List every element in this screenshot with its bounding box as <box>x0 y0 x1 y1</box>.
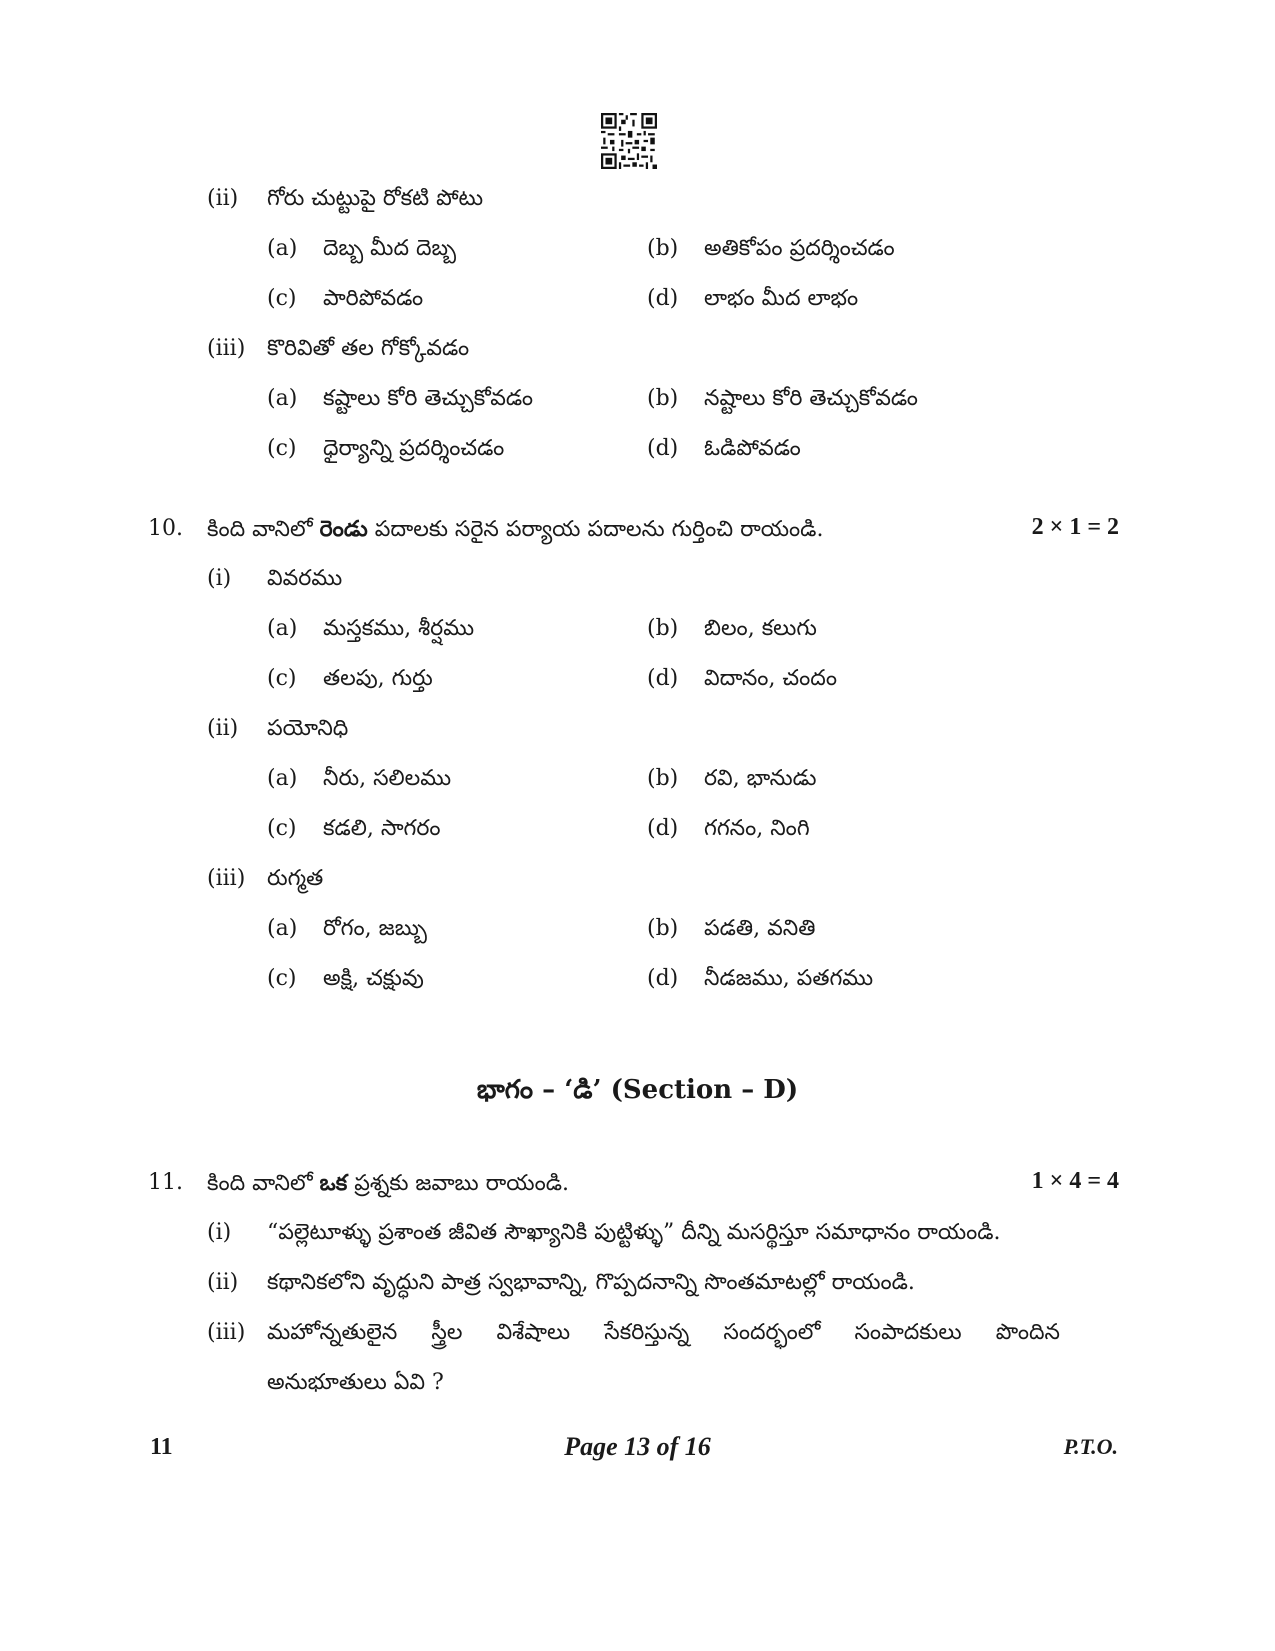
option-label: (c) <box>267 436 297 461</box>
option-label: (d) <box>647 436 679 461</box>
footer-page-number: Page 13 of 16 <box>564 1432 711 1461</box>
footer-code: 11 <box>150 1434 173 1460</box>
q9-ii-option-b: అతికోపం ప్రదర్శించడం <box>704 236 895 261</box>
q11-marks: 1 × 4 = 4 <box>1031 1168 1119 1194</box>
option-label: (c) <box>267 816 297 841</box>
q11-i-text: “పల్లెటూళ్ళు ప్రశాంత జీవిత సౌఖ్యానికి పుట్టిళ్ళు” దీన్ని మసర్థిస్తూ సమాధానం రాయండి. <box>267 1220 1001 1245</box>
section-d-heading: భాగం – ‘డి’ (Section – D) <box>476 1075 799 1105</box>
q10-iii-number: (iii) <box>207 866 246 891</box>
option-label: (a) <box>267 236 298 261</box>
option-label: (c) <box>267 666 297 691</box>
option-label: (a) <box>267 766 298 791</box>
option-label: (a) <box>267 916 298 941</box>
option-label: (b) <box>647 766 679 791</box>
q10-i-option-d: విదానం, చందం <box>704 666 837 691</box>
q9-ii-option-c: పారిపోవడం <box>323 286 424 311</box>
q9-iii-option-a: కష్టాలు కోరి తెచ్చుకోవడం <box>323 386 533 411</box>
option-label: (b) <box>647 236 679 261</box>
option-label: (c) <box>267 286 297 311</box>
q10-ii-option-b: రవి, భానుడు <box>704 766 817 791</box>
q10-i-option-b: బిలం, కలుగు <box>704 616 817 641</box>
q11-ii-number: (ii) <box>207 1270 239 1295</box>
q10-ii-text: పయోనిధి <box>267 716 349 741</box>
q9-iii-option-d: ఓడిపోవడం <box>704 436 801 461</box>
q9-iii-option-c: ధైర్యాన్ని ప్రదర్శించడం <box>323 436 505 461</box>
q10-marks: 2 × 1 = 2 <box>1031 514 1119 540</box>
option-label: (d) <box>647 966 679 991</box>
q10-iii-option-b: పడతి, వనితి <box>704 916 816 941</box>
option-label: (a) <box>267 386 298 411</box>
q11-number: 11. <box>148 1170 183 1195</box>
option-label: (a) <box>267 616 298 641</box>
option-label: (d) <box>647 666 679 691</box>
q9-iii-number: (iii) <box>207 336 246 361</box>
q10-ii-option-a: నీరు, సలిలము <box>323 766 452 791</box>
qr-code <box>601 113 657 169</box>
option-label: (d) <box>647 286 679 311</box>
option-label: (b) <box>647 616 679 641</box>
footer-pto: P.T.O. <box>1063 1434 1118 1459</box>
q11-ii-text: కథానికలోని వృద్ధుని పాత్ర స్వభావాన్ని, గొప్పదనాన్ని సొంతమాటల్లో రాయండి. <box>267 1270 915 1295</box>
q9-ii-text: గోరు చుట్టుపై రోకటి పోటు <box>267 186 484 211</box>
q11-iii-text-line2: అనుభూతులు ఏవి ? <box>267 1370 444 1395</box>
q10-number: 10. <box>148 516 183 541</box>
option-label: (c) <box>267 966 297 991</box>
q10-i-text: వివరము <box>267 566 343 591</box>
q9-ii-option-d: లాభం మీద లాభం <box>704 286 859 311</box>
q10-iii-option-d: నీడజము, పతగము <box>704 966 874 991</box>
q10-ii-option-d: గగనం, నింగి <box>704 816 810 841</box>
q10-text: కింది వానిలో రెండు పదాలకు సరైన పర్యాయ పదాలను గుర్తించి రాయండి. <box>207 516 824 542</box>
q10-i-option-a: మస్తకము, శీర్షము <box>323 616 475 641</box>
q9-ii-option-a: దెబ్బ మీద దెబ్బ <box>323 236 457 261</box>
q10-i-number: (i) <box>207 566 232 591</box>
option-label: (b) <box>647 386 679 411</box>
q10-i-option-c: తలపు, గుర్తు <box>323 666 433 691</box>
q11-text: కింది వానిలో ఒక ప్రశ్నకు జవాబు రాయండి. <box>207 1170 569 1196</box>
q9-iii-option-b: నష్టాలు కోరి తెచ్చుకోవడం <box>704 386 918 411</box>
option-label: (d) <box>647 816 679 841</box>
q10-ii-number: (ii) <box>207 716 239 741</box>
q10-iii-option-a: రోగం, జబ్బు <box>323 916 427 941</box>
option-label: (b) <box>647 916 679 941</box>
q11-iii-text-line1: మహోన్నతులైన స్త్రీల విశేషాలు సేకరిస్తున్న సందర్భంలో సంపాదకులు పొందిన <box>267 1320 1060 1345</box>
q10-ii-option-c: కడలి, సాగరం <box>323 816 441 841</box>
q9-iii-text: కొరివితో తల గోక్కోవడం <box>267 336 470 361</box>
q10-iii-text: రుగ్మత <box>267 866 324 891</box>
q11-iii-number: (iii) <box>207 1320 246 1345</box>
q11-i-number: (i) <box>207 1220 232 1245</box>
q10-iii-option-c: అక్షి, చక్షువు <box>323 966 424 991</box>
q9-ii-number: (ii) <box>207 186 239 211</box>
